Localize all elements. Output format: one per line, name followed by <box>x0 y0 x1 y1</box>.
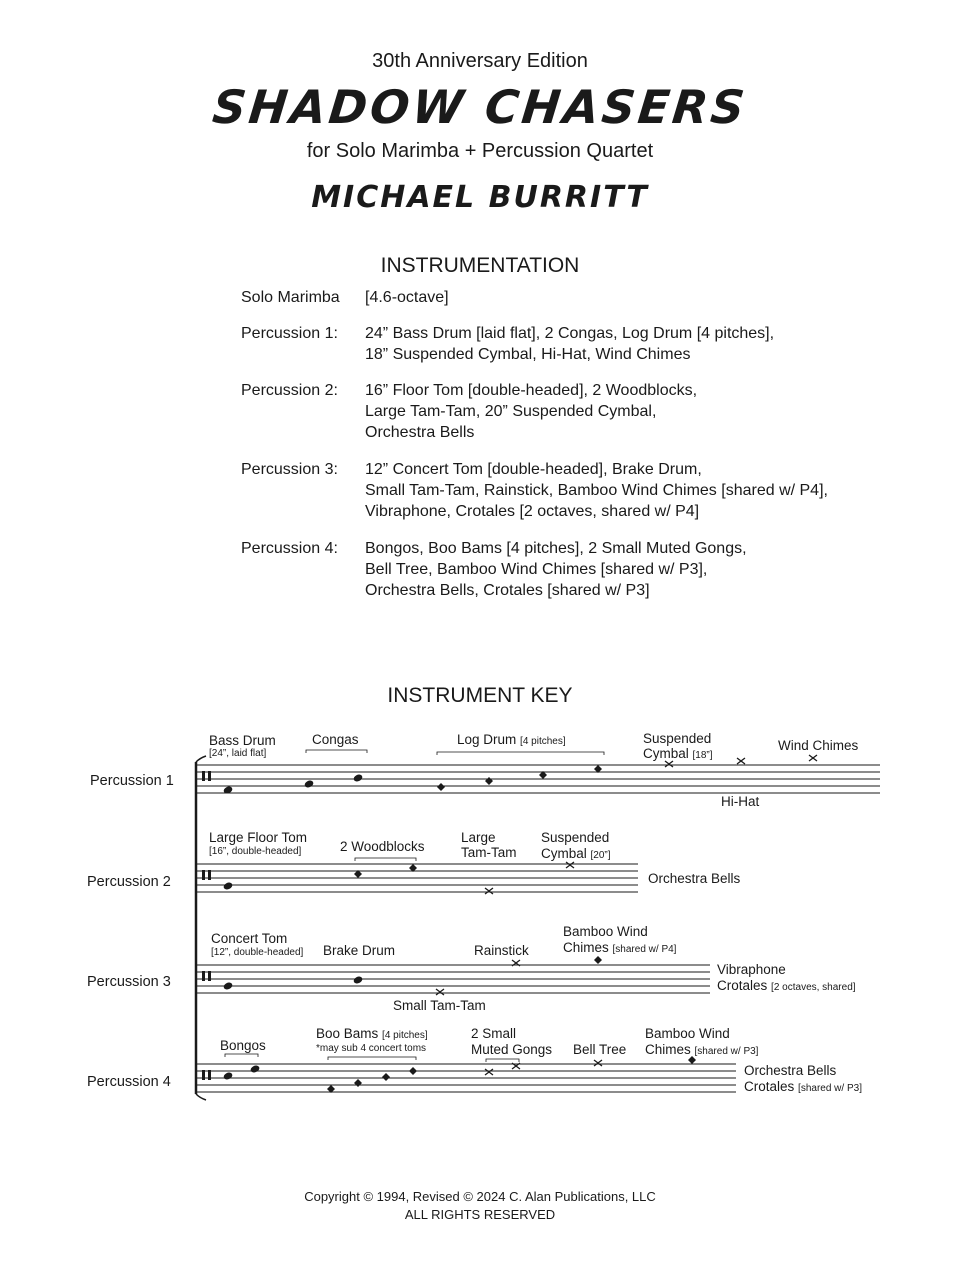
brake-drum-note <box>353 975 364 985</box>
composer-name: MICHAEL BURRITT <box>311 180 649 215</box>
log-drum-label: Log Drum [4 pitches] <box>457 732 566 747</box>
cymbal-note <box>566 862 574 868</box>
instrument-value <box>365 538 747 601</box>
tamtam-note <box>485 888 493 894</box>
bamboo-chimes-note <box>688 1056 696 1064</box>
percussion-2-staff <box>87 830 741 894</box>
instrument-line: 12” Concert Tom [double-headed], Brake Drum, <box>365 461 702 478</box>
bongo-note <box>223 1071 234 1081</box>
instrument-label: Percussion 2: <box>241 382 338 399</box>
staff-label: Percussion 1 <box>90 773 174 789</box>
copyright-line: Copyright © 1994, Revised © 2024 C. Alan Publications, LLC <box>304 1189 656 1204</box>
hihat-note <box>737 758 745 764</box>
instrumentation-heading: INSTRUMENTATION <box>380 254 580 277</box>
tamtam-label: Tam-Tam <box>461 845 517 860</box>
boo-bam-note <box>354 1079 362 1087</box>
percussion-1-staff <box>90 731 880 809</box>
bamboo-chimes-label: Chimes [shared w/ P4] <box>563 940 677 955</box>
percussion-clef <box>202 1070 211 1080</box>
system-bracket <box>196 756 206 1100</box>
instrument-line: Large Tam-Tam, 20” Suspended Cymbal, <box>365 403 657 420</box>
wind-chimes-note <box>809 755 817 761</box>
instrument-line: 24” Bass Drum [laid flat], 2 Congas, Log Drum [4 pitches], <box>365 325 775 342</box>
instrument-line: Bell Tree, Bamboo Wind Chimes [shared w/ P3], <box>365 561 708 578</box>
instrument-key-score <box>0 720 960 1110</box>
staff-label: Percussion 2 <box>87 874 171 890</box>
crotales-label: Crotales [shared w/ P3] <box>744 1079 862 1094</box>
small-tamtam-label: Small Tam-Tam <box>393 998 486 1013</box>
percussion-clef <box>202 771 211 781</box>
instrument-line: Orchestra Bells, Crotales [shared w/ P3] <box>365 582 650 599</box>
instrument-key-heading: INSTRUMENT KEY <box>387 684 573 707</box>
instrument-label: Percussion 3: <box>241 461 338 478</box>
conga-note <box>353 773 364 783</box>
bass-drum-label: Bass Drum <box>209 733 276 748</box>
piece-title: SHADOW CHASERS <box>210 80 750 134</box>
instrument-line: [4.6-octave] <box>365 289 449 306</box>
cymbal-label: Cymbal [18”] <box>643 746 713 761</box>
cymbal-label: Cymbal [20”] <box>541 846 611 861</box>
boo-bams-sub-label: *may sub 4 concert toms <box>316 1043 427 1054</box>
congas-label: Congas <box>312 732 359 747</box>
cymbal-label: Suspended <box>643 731 712 746</box>
bass-drum-note-label: [24”, laid flat] <box>209 748 267 759</box>
instrument-line: Bongos, Boo Bams [4 pitches], 2 Small Muted Gongs, <box>365 540 747 557</box>
gong-note <box>485 1069 493 1075</box>
percussion-clef <box>202 870 211 880</box>
gongs-label: Muted Gongs <box>471 1042 553 1057</box>
cymbal-label: Suspended <box>541 830 610 845</box>
instrument-label: Percussion 4: <box>241 540 338 557</box>
vibraphone-label: Vibraphone <box>717 962 786 977</box>
bamboo-chimes-label: Bamboo Wind <box>563 924 648 939</box>
edition-label: 30th Anniversary Edition <box>372 50 588 72</box>
bongos-label: Bongos <box>220 1038 266 1053</box>
floor-tom-label: Large Floor Tom <box>209 830 308 845</box>
rights-line: ALL RIGHTS RESERVED <box>404 1207 556 1222</box>
hihat-label: Hi-Hat <box>721 794 760 809</box>
small-tamtam-note <box>436 989 444 995</box>
grouping-brackets <box>355 858 416 861</box>
conga-note <box>304 779 315 789</box>
bongo-note <box>250 1064 261 1074</box>
instrument-value <box>365 287 449 308</box>
copyright-block <box>0 1188 960 1224</box>
instrument-line: Small Tam-Tam, Rainstick, Bamboo Wind Chimes [shared w/ P4], <box>365 482 828 499</box>
instrument-label: Solo Marimba <box>241 289 340 306</box>
floor-tom-note <box>223 881 234 891</box>
floor-tom-note-label: [16”, double-headed] <box>209 846 302 857</box>
instrument-line: 18” Suspended Cymbal, Hi-Hat, Wind Chimes <box>365 346 691 363</box>
percussion-clef <box>202 971 211 981</box>
staff-label: Percussion 3 <box>87 974 171 990</box>
bamboo-chimes-note <box>594 956 602 964</box>
instrument-label: Percussion 1: <box>241 325 338 342</box>
grouping-brackets <box>306 750 604 755</box>
bell-tree-label: Bell Tree <box>573 1042 627 1057</box>
instrument-line: 16” Floor Tom [double-headed], 2 Woodblocks, <box>365 382 698 399</box>
wind-chimes-label: Wind Chimes <box>778 738 859 753</box>
boo-bam-note <box>409 1067 417 1075</box>
boo-bam-note <box>382 1073 390 1081</box>
tamtam-label: Large <box>461 830 496 845</box>
brake-drum-label: Brake Drum <box>323 943 396 958</box>
piece-subtitle: for Solo Marimba + Percussion Quartet <box>306 140 654 162</box>
concert-tom-note <box>223 981 234 991</box>
log-drum-note <box>437 783 445 791</box>
crotales-label: Crotales [2 octaves, shared] <box>717 978 856 993</box>
bell-tree-note <box>594 1060 602 1066</box>
instrument-value <box>365 380 697 443</box>
bamboo-chimes-label: Bamboo Wind <box>645 1026 730 1041</box>
woodblocks-label: 2 Woodblocks <box>340 839 425 854</box>
log-drum-note <box>485 777 493 785</box>
bamboo-chimes-label: Chimes [shared w/ P3] <box>645 1042 759 1057</box>
rainstick-label: Rainstick <box>474 943 529 958</box>
instrument-line: Vibraphone, Crotales [2 octaves, shared w/ P4] <box>365 503 700 520</box>
staff-label: Percussion 4 <box>87 1074 171 1090</box>
percussion-4-staff <box>87 1026 862 1094</box>
boo-bams-label: Boo Bams [4 pitches] <box>316 1026 428 1041</box>
bells-label: Orchestra Bells <box>648 871 741 886</box>
concert-tom-note-label: [12”, double-headed] <box>211 947 304 958</box>
bells-label: Orchestra Bells <box>744 1063 837 1078</box>
concert-tom-label: Concert Tom <box>211 931 288 946</box>
gongs-label: 2 Small <box>471 1026 517 1041</box>
instrument-line: Orchestra Bells <box>365 424 475 441</box>
cymbal-note <box>665 761 673 767</box>
instrument-value <box>365 459 828 522</box>
instrument-value <box>365 323 774 365</box>
percussion-3-staff <box>87 924 856 1013</box>
